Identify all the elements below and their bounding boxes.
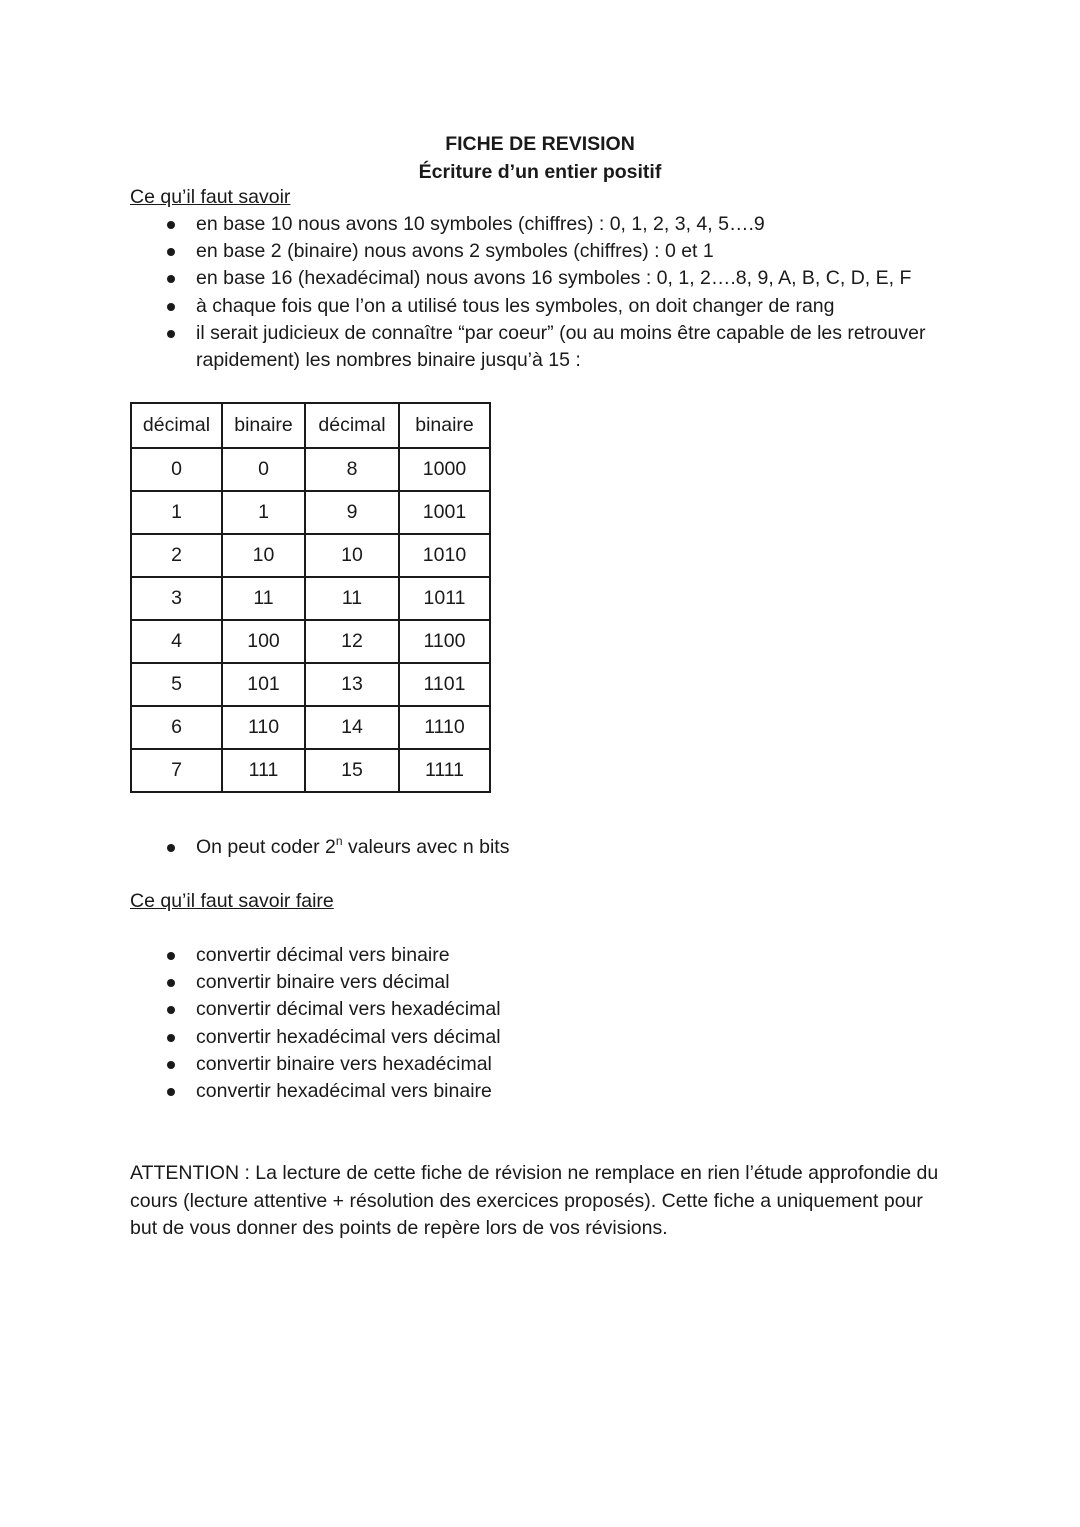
- table-cell: 15: [305, 749, 399, 792]
- list-item: convertir décimal vers hexadécimal: [130, 996, 960, 1023]
- table-header: décimal: [131, 403, 222, 448]
- table-cell: 1100: [399, 620, 490, 663]
- table-cell: 13: [305, 663, 399, 706]
- table-cell: 1: [222, 491, 305, 534]
- table-row: [131, 706, 490, 749]
- list-item: à chaque fois que l’on a utilisé tous les symboles, on doit changer de rang: [130, 293, 960, 320]
- list-item: convertir décimal vers binaire: [130, 942, 960, 969]
- table-cell: 5: [131, 663, 222, 706]
- section-heading-know: Ce qu’il faut savoir: [130, 186, 291, 208]
- table-cell: 1111: [399, 749, 490, 792]
- document-header: [0, 130, 1080, 186]
- list-item: convertir hexadécimal vers binaire: [130, 1078, 960, 1105]
- table-header: binaire: [222, 403, 305, 448]
- know-list: [130, 211, 960, 374]
- table-cell: 101: [222, 663, 305, 706]
- bits-note-before: On peut coder 2: [196, 836, 336, 858]
- list-item: convertir binaire vers hexadécimal: [130, 1051, 960, 1078]
- do-list: [130, 942, 960, 1105]
- table-row: [131, 491, 490, 534]
- table-cell: 10: [222, 534, 305, 577]
- table-cell: 10: [305, 534, 399, 577]
- table-row: [131, 534, 490, 577]
- list-item: il serait judicieux de connaître “par coeur” (ou au moins être capable de les retrouver rapidement) les nombres binaire jusqu’à 15 :: [130, 320, 960, 374]
- table-header-row: [131, 403, 490, 448]
- table-cell: 14: [305, 706, 399, 749]
- table-cell: 2: [131, 534, 222, 577]
- table-cell: 8: [305, 448, 399, 491]
- table-cell: 111: [222, 749, 305, 792]
- list-item: convertir hexadécimal vers décimal: [130, 1024, 960, 1051]
- table-cell: 100: [222, 620, 305, 663]
- table-header: binaire: [399, 403, 490, 448]
- table-cell: 1000: [399, 448, 490, 491]
- table-cell: 0: [222, 448, 305, 491]
- list-item: en base 10 nous avons 10 symboles (chiffres) : 0, 1, 2, 3, 4, 5….9: [130, 211, 960, 238]
- table-cell: 9: [305, 491, 399, 534]
- table-cell: 12: [305, 620, 399, 663]
- table-row: [131, 663, 490, 706]
- table-cell: 110: [222, 706, 305, 749]
- list-item: en base 16 (hexadécimal) nous avons 16 symboles : 0, 1, 2….8, 9, A, B, C, D, E, F: [130, 265, 960, 292]
- table-cell: 3: [131, 577, 222, 620]
- table-cell: 11: [222, 577, 305, 620]
- table-row: [131, 577, 490, 620]
- table-row: [131, 448, 490, 491]
- section-heading-do: Ce qu’il faut savoir faire: [130, 890, 334, 912]
- table-cell: 1011: [399, 577, 490, 620]
- table-cell: 1: [131, 491, 222, 534]
- table-cell: 11: [305, 577, 399, 620]
- bits-note-after: valeurs avec n bits: [342, 836, 510, 858]
- table-header: décimal: [305, 403, 399, 448]
- table-cell: 7: [131, 749, 222, 792]
- table-row: [131, 749, 490, 792]
- table-cell: 1010: [399, 534, 490, 577]
- bits-note-list: [130, 834, 960, 861]
- page-title: FICHE DE REVISION: [445, 133, 635, 155]
- attention-note: ATTENTION : La lecture de cette fiche de révision ne remplace en rien l’étude approfondie du cours (lecture attentive + résolution des exercices proposés). Cette fiche a uniquement pour but de vous donner des points de repère lors de vos révisions.: [130, 1162, 939, 1239]
- table-cell: 1001: [399, 491, 490, 534]
- table-cell: 0: [131, 448, 222, 491]
- table-row: [131, 620, 490, 663]
- table-cell: 6: [131, 706, 222, 749]
- table-cell: 1101: [399, 663, 490, 706]
- list-item: convertir binaire vers décimal: [130, 969, 960, 996]
- list-item: en base 2 (binaire) nous avons 2 symboles (chiffres) : 0 et 1: [130, 238, 960, 265]
- table-cell: 1110: [399, 706, 490, 749]
- table-cell: 4: [131, 620, 222, 663]
- binary-table: [130, 402, 491, 793]
- bits-note: [130, 834, 960, 861]
- exponent: n: [335, 834, 343, 848]
- page-subtitle: Écriture d’un entier positif: [418, 161, 662, 183]
